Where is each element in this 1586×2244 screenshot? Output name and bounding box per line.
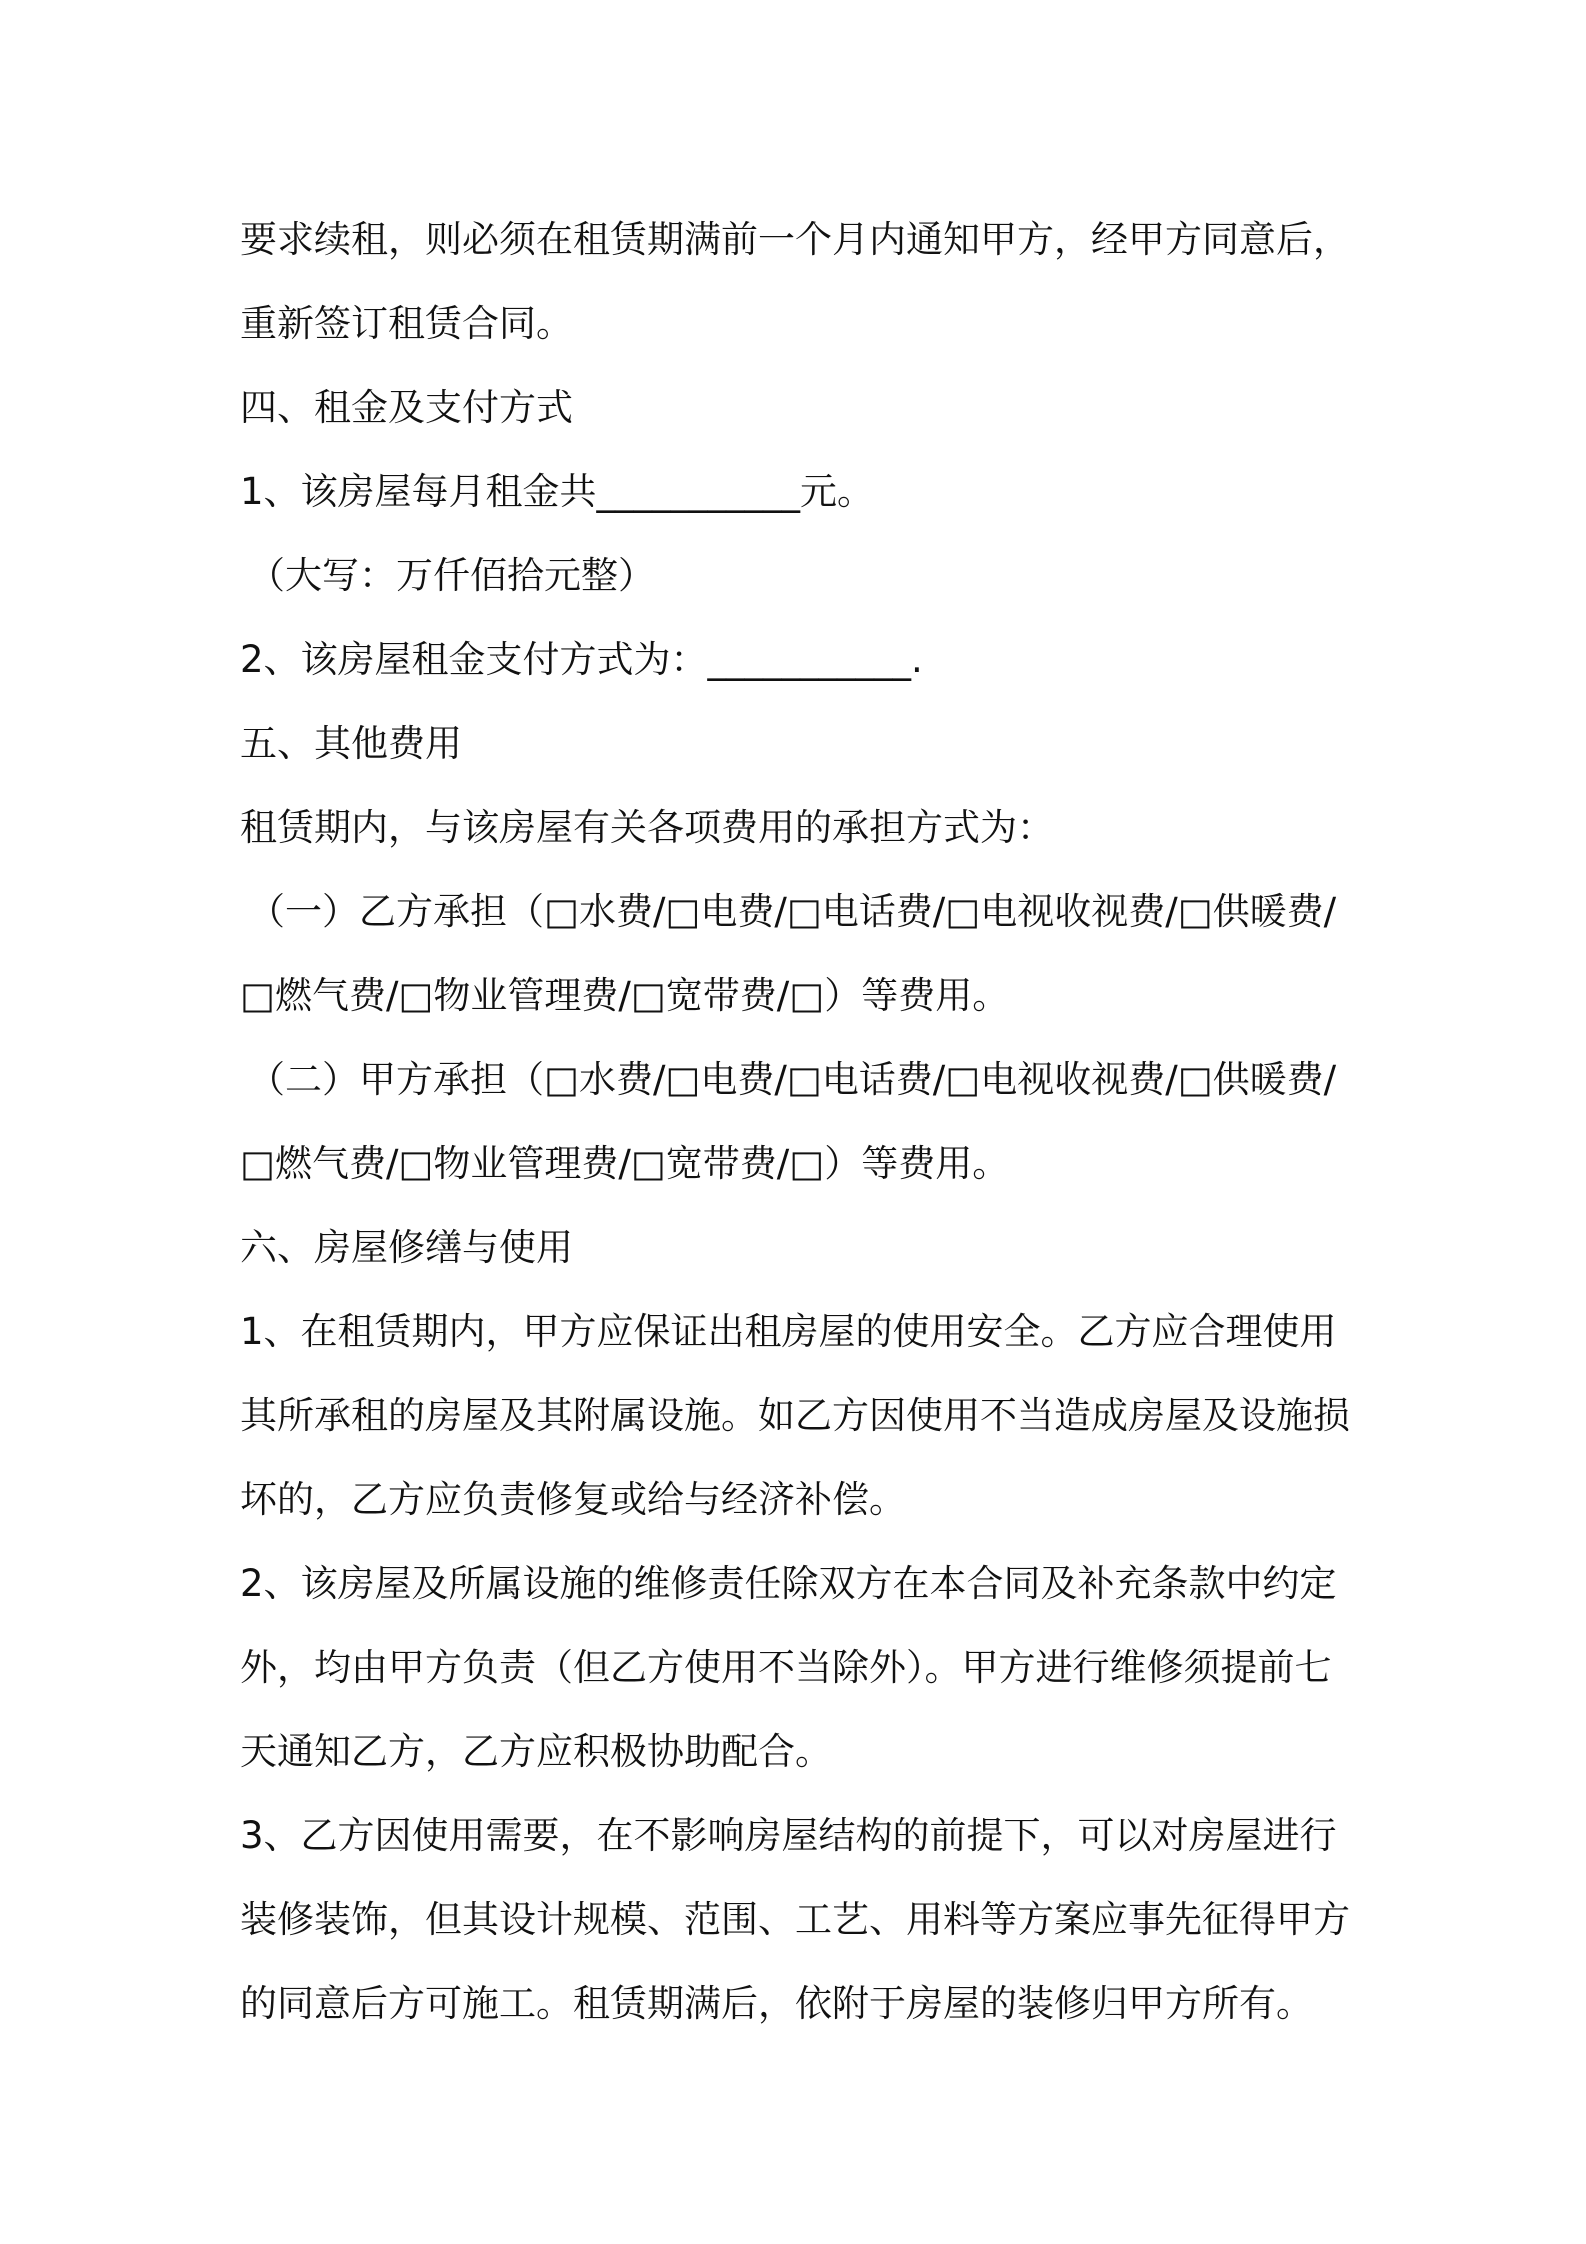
clause-line: 装修装饰，但其设计规模、范围、工艺、用料等方案应事先征得甲方: [240, 1898, 1350, 1941]
clause-line: 其所承租的房屋及其附属设施。如乙方因使用不当造成房屋及设施损: [240, 1394, 1350, 1437]
section-heading: 四、租金及支付方式: [240, 386, 573, 429]
clause-line: 2、该房屋及所属设施的维修责任除双方在本合同及补充条款中约定: [240, 1562, 1337, 1605]
clause-line: □燃气费/□物业管理费/□宽带费/□）等费用。: [240, 1142, 1010, 1185]
clause-line: 2、该房屋租金支付方式为：___________.: [240, 638, 923, 681]
clause-line: （一）乙方承担（□水费/□电费/□电话费/□电视收视费/□供暖费/: [248, 890, 1337, 933]
paragraph-line: 要求续租，则必须在租赁期满前一个月内通知甲方，经甲方同意后，: [240, 218, 1350, 261]
paragraph-line: 重新签订租赁合同。: [240, 302, 573, 345]
paragraph-line: 租赁期内，与该房屋有关各项费用的承担方式为：: [240, 806, 1054, 849]
clause-line: 天通知乙方，乙方应积极协助配合。: [240, 1730, 832, 1773]
clause-line: 3、乙方因使用需要，在不影响房屋结构的前提下，可以对房屋进行: [240, 1814, 1337, 1857]
clause-line: 1、该房屋每月租金共___________元。: [240, 470, 875, 513]
clause-line: 外，均由甲方负责（但乙方使用不当除外）。甲方进行维修须提前七: [240, 1646, 1332, 1689]
clause-line: （二）甲方承担（□水费/□电费/□电话费/□电视收视费/□供暖费/: [248, 1058, 1337, 1101]
section-heading: 六、房屋修缮与使用: [240, 1226, 573, 1269]
clause-line: 1、在租赁期内，甲方应保证出租房屋的使用安全。乙方应合理使用: [240, 1310, 1337, 1353]
document-body: [240, 198, 1360, 2046]
clause-line: 的同意后方可施工。租赁期满后，依附于房屋的装修归甲方所有。: [240, 1982, 1313, 2025]
clause-line: □燃气费/□物业管理费/□宽带费/□）等费用。: [240, 974, 1010, 1017]
clause-line: （大写：万仟佰拾元整）: [248, 554, 655, 597]
section-heading: 五、其他费用: [240, 722, 462, 765]
clause-line: 坏的，乙方应负责修复或给与经济补偿。: [240, 1478, 906, 1521]
